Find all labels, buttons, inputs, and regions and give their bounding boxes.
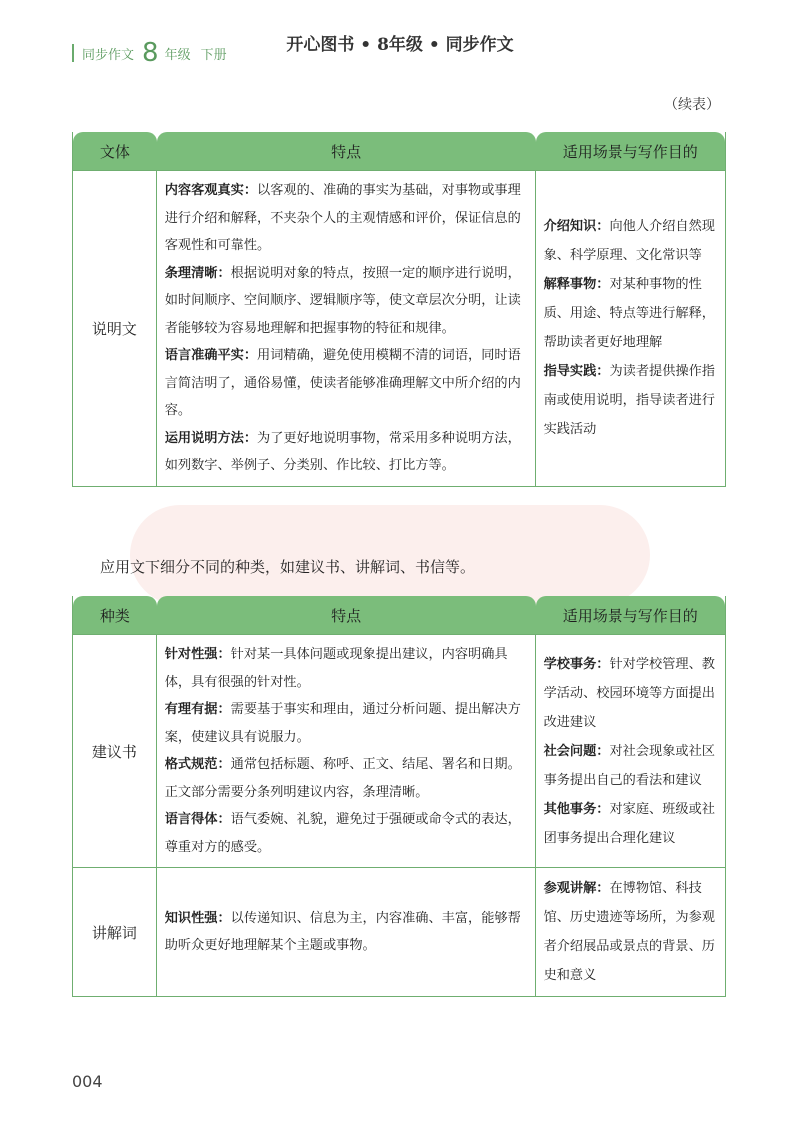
continued-label: （续表） [664,97,720,113]
header-volume: 下册 [200,47,227,63]
header-cell: 特点 [157,596,536,634]
use-text: 对家庭、班级或社团事务提出合理化建议 [543,801,715,846]
feature-keyword: 知识性强： [164,910,231,926]
feature-item [165,641,527,696]
watermark-logo [130,505,650,605]
row-name: 建议书 [73,635,157,867]
feature-text: 针对某一具体问题或现象提出建议，内容明确具体，具有很强的针对性。 [164,647,508,690]
use-keyword: 介绍知识： [543,219,610,235]
uses-cell [536,171,725,486]
feature-text: 根据说明对象的特点，按照一定的顺序进行说明，如时间顺序、空间顺序、逻辑顺序等，使文章层次分明，让读者能够较为容易地理解和把握事物的特征和规律。 [164,265,521,336]
header-cell: 文体 [73,132,157,170]
feature-text: 以客观的、准确的事实为基础，对事物或事理进行介绍和解释，不夹杂个人的主观情感和评价，保证信息的客观性和可靠性。 [164,183,521,253]
use-text: 在博物馆、科技馆、历史遗迹等场所，为参观者介绍展品或景点的背景、历史和意义 [543,881,715,983]
uses-cell [536,868,725,996]
table-header [73,132,725,170]
table-row [73,634,725,867]
use-item [544,270,717,357]
feature-keyword: 格式规范： [164,757,231,772]
feature-text: 通常包括标题、称呼、正文、结尾、署名和日期。正文部分需要分条列明建议内容，条理清晰。 [164,757,521,800]
feature-text: 为了更好地说明事物，常采用多种说明方法，如列数字、举例子、分类别、作比较、打比方等。 [164,430,521,473]
feature-keyword: 内容客观真实： [164,183,258,198]
use-text: 向他人介绍自然现象、科学原理、文化常识等 [543,219,715,264]
header-cell: 种类 [73,596,157,634]
header-cell: 适用场景与写作目的 [536,596,725,634]
feature-item [165,806,527,861]
feature-keyword: 运用说明方法： [164,430,258,446]
table-practical [72,596,726,997]
feature-text: 语气委婉、礼貌，避免过于强硬或命令式的表达，尊重对方的感受。 [164,812,521,855]
use-keyword: 指导实践： [543,364,610,380]
use-text: 对社会现象或社区事务提出自己的看法和建议 [543,743,715,788]
page-title: 开心图书 • 8年级 • 同步作文 [286,35,514,55]
use-keyword: 参观讲解： [543,881,610,896]
use-keyword: 其他事务： [543,801,610,817]
use-text: 为读者提供操作指南或使用说明，指导读者进行实践活动 [543,364,715,438]
feature-text: 以传递知识、信息为主，内容准确、丰富，能够帮助听众更好地理解某个主题或事物。 [164,910,521,953]
features-cell [157,868,536,996]
use-item [544,874,717,990]
feature-keyword: 语言得体： [164,812,231,827]
header-grade-number: 8 [142,38,159,68]
use-item [544,795,717,853]
features-cell [157,635,536,867]
feature-text: 用词精确，避免使用模糊不清的词语，同时语言简洁明了，通俗易懂，使读者能够准确理解文中所介绍的内容。 [164,348,521,418]
use-keyword: 学校事务： [543,656,610,672]
header-grade-word: 年级 [164,47,191,63]
use-item [544,212,717,270]
table-row [73,170,725,486]
features-cell [157,171,536,486]
table-row [73,867,725,996]
use-item [544,357,717,444]
page-number: 004 [72,1072,103,1091]
feature-item [165,342,527,425]
uses-cell [536,635,725,867]
feature-keyword: 针对性强： [164,647,231,662]
feature-keyword: 有理有据： [164,702,231,717]
table-genre [72,132,726,487]
row-name: 说明文 [73,171,157,486]
feature-item [165,696,527,751]
header-cell: 适用场景与写作目的 [536,132,725,170]
intro-text: 应用文下细分不同的种类，如建议书、讲解词、书信等。 [100,558,476,576]
feature-keyword: 条理清晰： [164,265,231,281]
feature-item [165,751,527,806]
feature-item [165,260,527,343]
use-keyword: 解释事物： [543,277,610,293]
row-name: 讲解词 [73,868,157,996]
use-keyword: 社会问题： [543,743,610,759]
header-cell: 特点 [157,132,536,170]
table-header [73,596,725,634]
feature-keyword: 语言准确平实： [164,348,258,363]
use-item [544,650,717,737]
feature-item [165,177,527,260]
feature-item [165,425,527,480]
use-text: 针对学校管理、教学活动、校园环境等方面提出改进建议 [543,656,715,730]
feature-item [165,905,527,960]
use-item [544,737,717,795]
feature-text: 需要基于事实和理由，通过分析问题、提出解决方案，使建议具有说服力。 [164,702,521,745]
use-text: 对某种事物的性质、用途、特点等进行解释，帮助读者更好地理解 [543,277,715,351]
header-series: 同步作文 [82,47,135,63]
